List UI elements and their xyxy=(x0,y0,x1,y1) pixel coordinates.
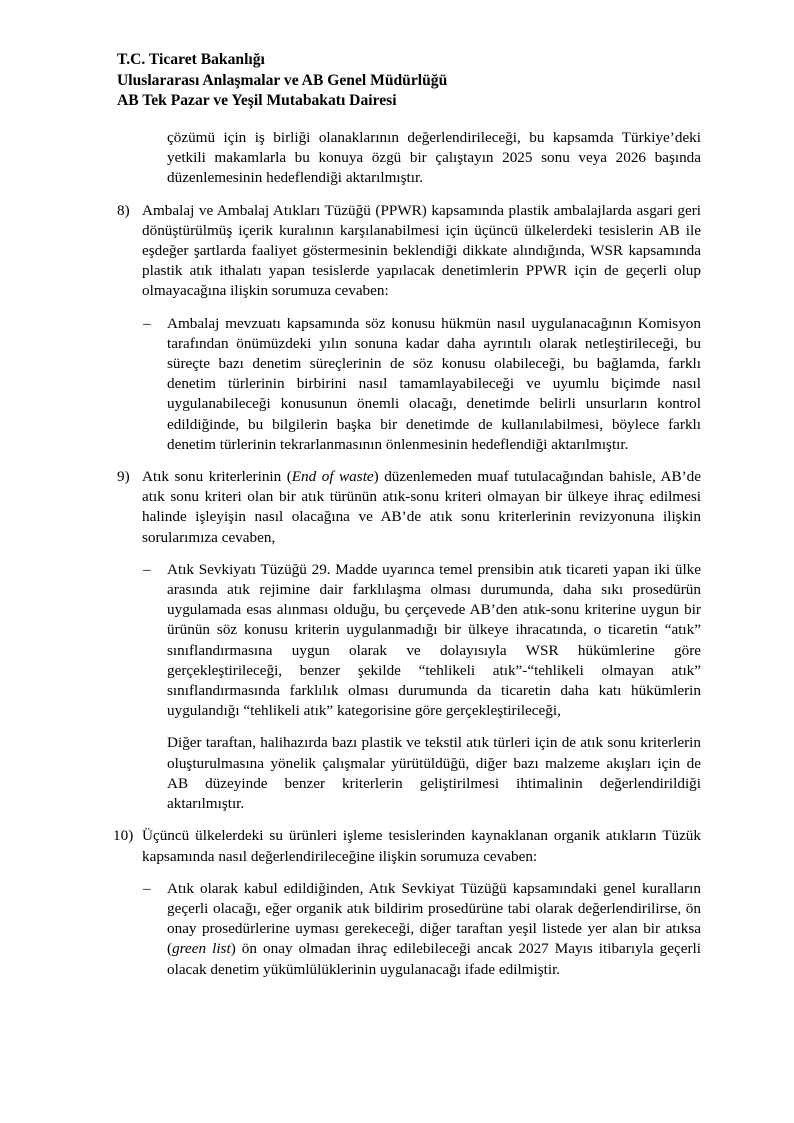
item-number: 10) xyxy=(113,827,134,845)
answer-bullet xyxy=(143,314,701,455)
document-body xyxy=(113,128,701,980)
numbered-item-9 xyxy=(117,467,701,548)
item-number: 8) xyxy=(117,201,130,219)
question-text: Atık sonu kriterlerinin ( xyxy=(142,468,292,486)
numbered-item-10 xyxy=(113,826,701,866)
item-question: Üçüncü ülkelerdeki su ürünleri işleme tesislerinden kaynaklanan organik atıkların Tüzük kapsamında nasıl değerlendirileceğine ilişkin sorumuza cevaben: xyxy=(142,827,701,865)
dash-bullet-icon: – xyxy=(143,314,151,332)
header-ministry: T.C. Ticaret Bakanlığı xyxy=(117,51,265,68)
dash-bullet-icon: – xyxy=(143,560,151,578)
answer-text-part: ) ön onay olmadan ihraç edilebileceği ancak 2027 Mayıs itibarıyla geçerli olacak denetim yükümlülüklerinin uygulanacağı ifade edilmiştir. xyxy=(167,940,701,978)
answer-continued-paragraph: Diğer taraftan, halihazırda bazı plastik ve tekstil atık türleri için de atık sonu kriterlerin oluşturulmasına yönelik çalışmalar yürütüldüğü, diğer bazı malzeme akışları için de AB düzeyinde benzer kriterlerin geliştirilmesi ihtimalinin değerlendirildiği aktarılmıştır. xyxy=(167,734,701,813)
document-header xyxy=(117,50,447,112)
item-number: 9) xyxy=(117,468,130,486)
answer-text: Atık Sevkiyatı Tüzüğü 29. Madde uyarınca temel prensibin atık ticareti yapan iki ülke arasında atık rejimine dair farklılaşma olması durumunda, daha sıkı prosedürün uygulamada esas alınması olduğu, bu çerçevede AB’den atık-sonu kriterine uygun bir ürünün söz konusu kriterin uygulanmadığı bir ülkeye ihracatında, o ticaretin “atık” sınıflandırmasına uygun olarak ve dolayısıyla WSR hükümlerine göre gerçekleştirileceği, benzer şekilde “tehlikeli atık”-“tehlikeli olmayan atık” sınıflandırmasında farklılık olması durumunda da ticaretin daha katı hükümlerin uygulandığı “tehlikeli atık” kategorisine göre gerçekleştirileceği, xyxy=(167,560,701,720)
question-emphasis: End of waste xyxy=(291,468,374,486)
answer-text: Ambalaj mevzuatı kapsamında söz konusu hükmün nasıl uygulanacağının Komisyon tarafından önümüzdeki yılın sonuna kadar daha ayrıntılı olarak netleştirileceği, bu süreçte bazı denetim süreçlerinin de söz konusu olabileceği, bu bağlamda, farklı denetim türlerinin birbirini nasıl tamamlayabileceği ve uyumlu biçimde nasıl uygulanabileceği konusunun önemli olacağı, denetimde belirli unsurların kontrol edildiğinde, bu bilgilerin başka bir denetimde de kullanılabilmesi, böylece farklı denetim türlerinin tekrarlanmasının önlenmesinin hedeflendiği aktarılmıştır. xyxy=(167,314,701,453)
item-question: Ambalaj ve Ambalaj Atıkları Tüzüğü (PPWR) kapsamında plastik ambalajlarda asgari geri dönüştürülmüş içerik kuralının karşılanabilmesi için üçüncü ülkelerdeki tesislerin AB ile eşdeğer şartlarda faaliyet göstermesinin beklendiği dikkate alındığında, WSR kapsamında plastik atık ithalatı yapan tesislerde yapılacak denetimlerin PPWR için de geçerli olup olmayacağına ilişkin sorumuza cevaben: xyxy=(142,201,701,300)
header-department: AB Tek Pazar ve Yeşil Mutabakatı Dairesi xyxy=(117,92,397,109)
answer-text-part: Atık olarak kabul edildiğinden, Atık Sevkiyat Tüzüğü kapsamındaki genel kuralların geçerli olacağı, eğer organik atık bildirim prosedürüne tabi olarak değerlendirilirse, ön onay prosedürlerine uyması gerekeceği, diğer taraftan yeşil listede yer alan bir atıksa ( xyxy=(167,879,701,958)
item-question xyxy=(142,467,701,548)
answer-emphasis: green list xyxy=(172,940,231,958)
dash-bullet-icon: – xyxy=(143,879,151,897)
answer-bullet xyxy=(143,879,701,980)
answer-bullet xyxy=(143,560,701,722)
continued-paragraph: çözümü için iş birliği olanaklarının değerlendirileceği, bu kapsamda Türkiye’deki yetkili makamlarla bu konuya özgü bir çalıştayın 2025 sonu veya 2026 başında düzenlemesinin hedeflendiği aktarılmıştır. xyxy=(167,129,701,187)
answer-text xyxy=(167,879,701,980)
numbered-item-8 xyxy=(117,201,701,302)
header-directorate: Uluslararası Anlaşmalar ve AB Genel Müdürlüğü xyxy=(117,71,448,89)
question-text: ) düzenlemeden muaf tutulacağından bahisle, AB’de atık sonu kriteri olan bir atık türünün atık-sonu kriteri olmayan bir ülkeye ihraç edilmesi halinde işleyişin nasıl olacağına ve AB’de atık sonu kriterlerinin revizyonuna ilişkin sorularımıza cevaben, xyxy=(142,468,701,546)
